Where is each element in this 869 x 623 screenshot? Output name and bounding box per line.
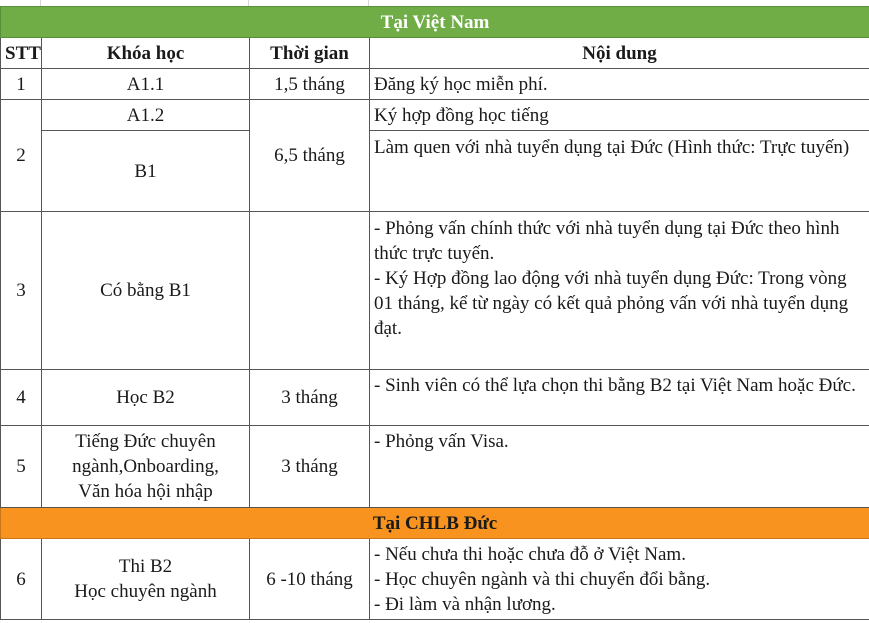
cell-duration: 3 tháng	[250, 426, 370, 508]
content-line: - Sinh viên có thể lựa chọn thi bằng B2 tại Việt Nam hoặc Đức.	[374, 375, 856, 396]
cell-content: Đăng ký học miễn phí.	[370, 69, 869, 100]
cell-course: Học B2	[42, 370, 250, 426]
cell-duration	[250, 212, 370, 370]
table-row	[1, 426, 869, 508]
cell-content: Làm quen với nhà tuyển dụng tại Đức (Hình thức: Trực tuyến)	[370, 131, 869, 212]
content-line: - Học chuyên ngành và thi chuyển đổi bằng.	[374, 568, 711, 590]
cell-content	[370, 426, 869, 508]
course-line: ngành,Onboarding,	[72, 456, 219, 477]
section-header-vietnam	[1, 7, 869, 38]
course-line: Học chuyên ngành	[74, 581, 217, 602]
cell-course: A1.1	[42, 69, 250, 100]
course-line: Văn hóa hội nhập	[78, 481, 213, 502]
cell-duration: 6,5 tháng	[250, 100, 370, 212]
cell-course: B1	[42, 131, 250, 212]
cell-stt: 6	[1, 539, 42, 620]
table-row	[1, 212, 869, 370]
table-row	[1, 69, 869, 100]
cell-stt: 3	[1, 212, 42, 370]
cell-duration: 3 tháng	[250, 370, 370, 426]
cell-content: Ký hợp đồng học tiếng	[370, 100, 869, 131]
table-row	[1, 131, 869, 212]
content-line: - Ký Hợp đồng lao động với nhà tuyển dụng Đức: Trong vòng 01 tháng, kể từ ngày có kết quả phỏng vấn với nhà tuyển dụng đạt.	[374, 268, 849, 339]
cell-course	[42, 539, 250, 620]
cell-course	[42, 426, 250, 508]
cell-content	[370, 370, 869, 426]
cell-content	[370, 539, 869, 620]
content-line: - Phỏng vấn chính thức với nhà tuyển dụng tại Đức theo hình thức trực tuyến.	[374, 218, 840, 264]
course-line: Thi B2	[118, 556, 173, 577]
header-content: Nội dung	[370, 38, 869, 69]
cell-duration: 1,5 tháng	[250, 69, 370, 100]
cell-course: Có bằng B1	[42, 212, 250, 370]
table-row	[1, 370, 869, 426]
table-row	[1, 539, 869, 620]
section-title-germany: Tại CHLB Đức	[1, 508, 869, 539]
cell-stt: 2	[1, 100, 42, 212]
section-header-germany	[1, 508, 869, 539]
cell-course: A1.2	[42, 100, 250, 131]
section-title-vietnam: Tại Việt Nam	[1, 7, 869, 38]
program-schedule-table	[0, 6, 869, 620]
table-row	[1, 100, 869, 131]
course-line: Tiếng Đức chuyên	[75, 431, 216, 452]
header-course: Khóa học	[42, 38, 250, 69]
content-line: - Nếu chưa thi hoặc chưa đỗ ở Việt Nam.	[374, 543, 686, 565]
column-header-row	[1, 38, 869, 69]
content-line: - Đi làm và nhận lương.	[374, 593, 556, 615]
header-duration: Thời gian	[250, 38, 370, 69]
cell-duration: 6 -10 tháng	[250, 539, 370, 620]
cell-stt: 4	[1, 370, 42, 426]
cell-content	[370, 212, 869, 370]
header-stt: STT	[1, 38, 42, 69]
content-line: - Phỏng vấn Visa.	[374, 431, 509, 452]
cell-stt: 5	[1, 426, 42, 508]
cell-stt: 1	[1, 69, 42, 100]
